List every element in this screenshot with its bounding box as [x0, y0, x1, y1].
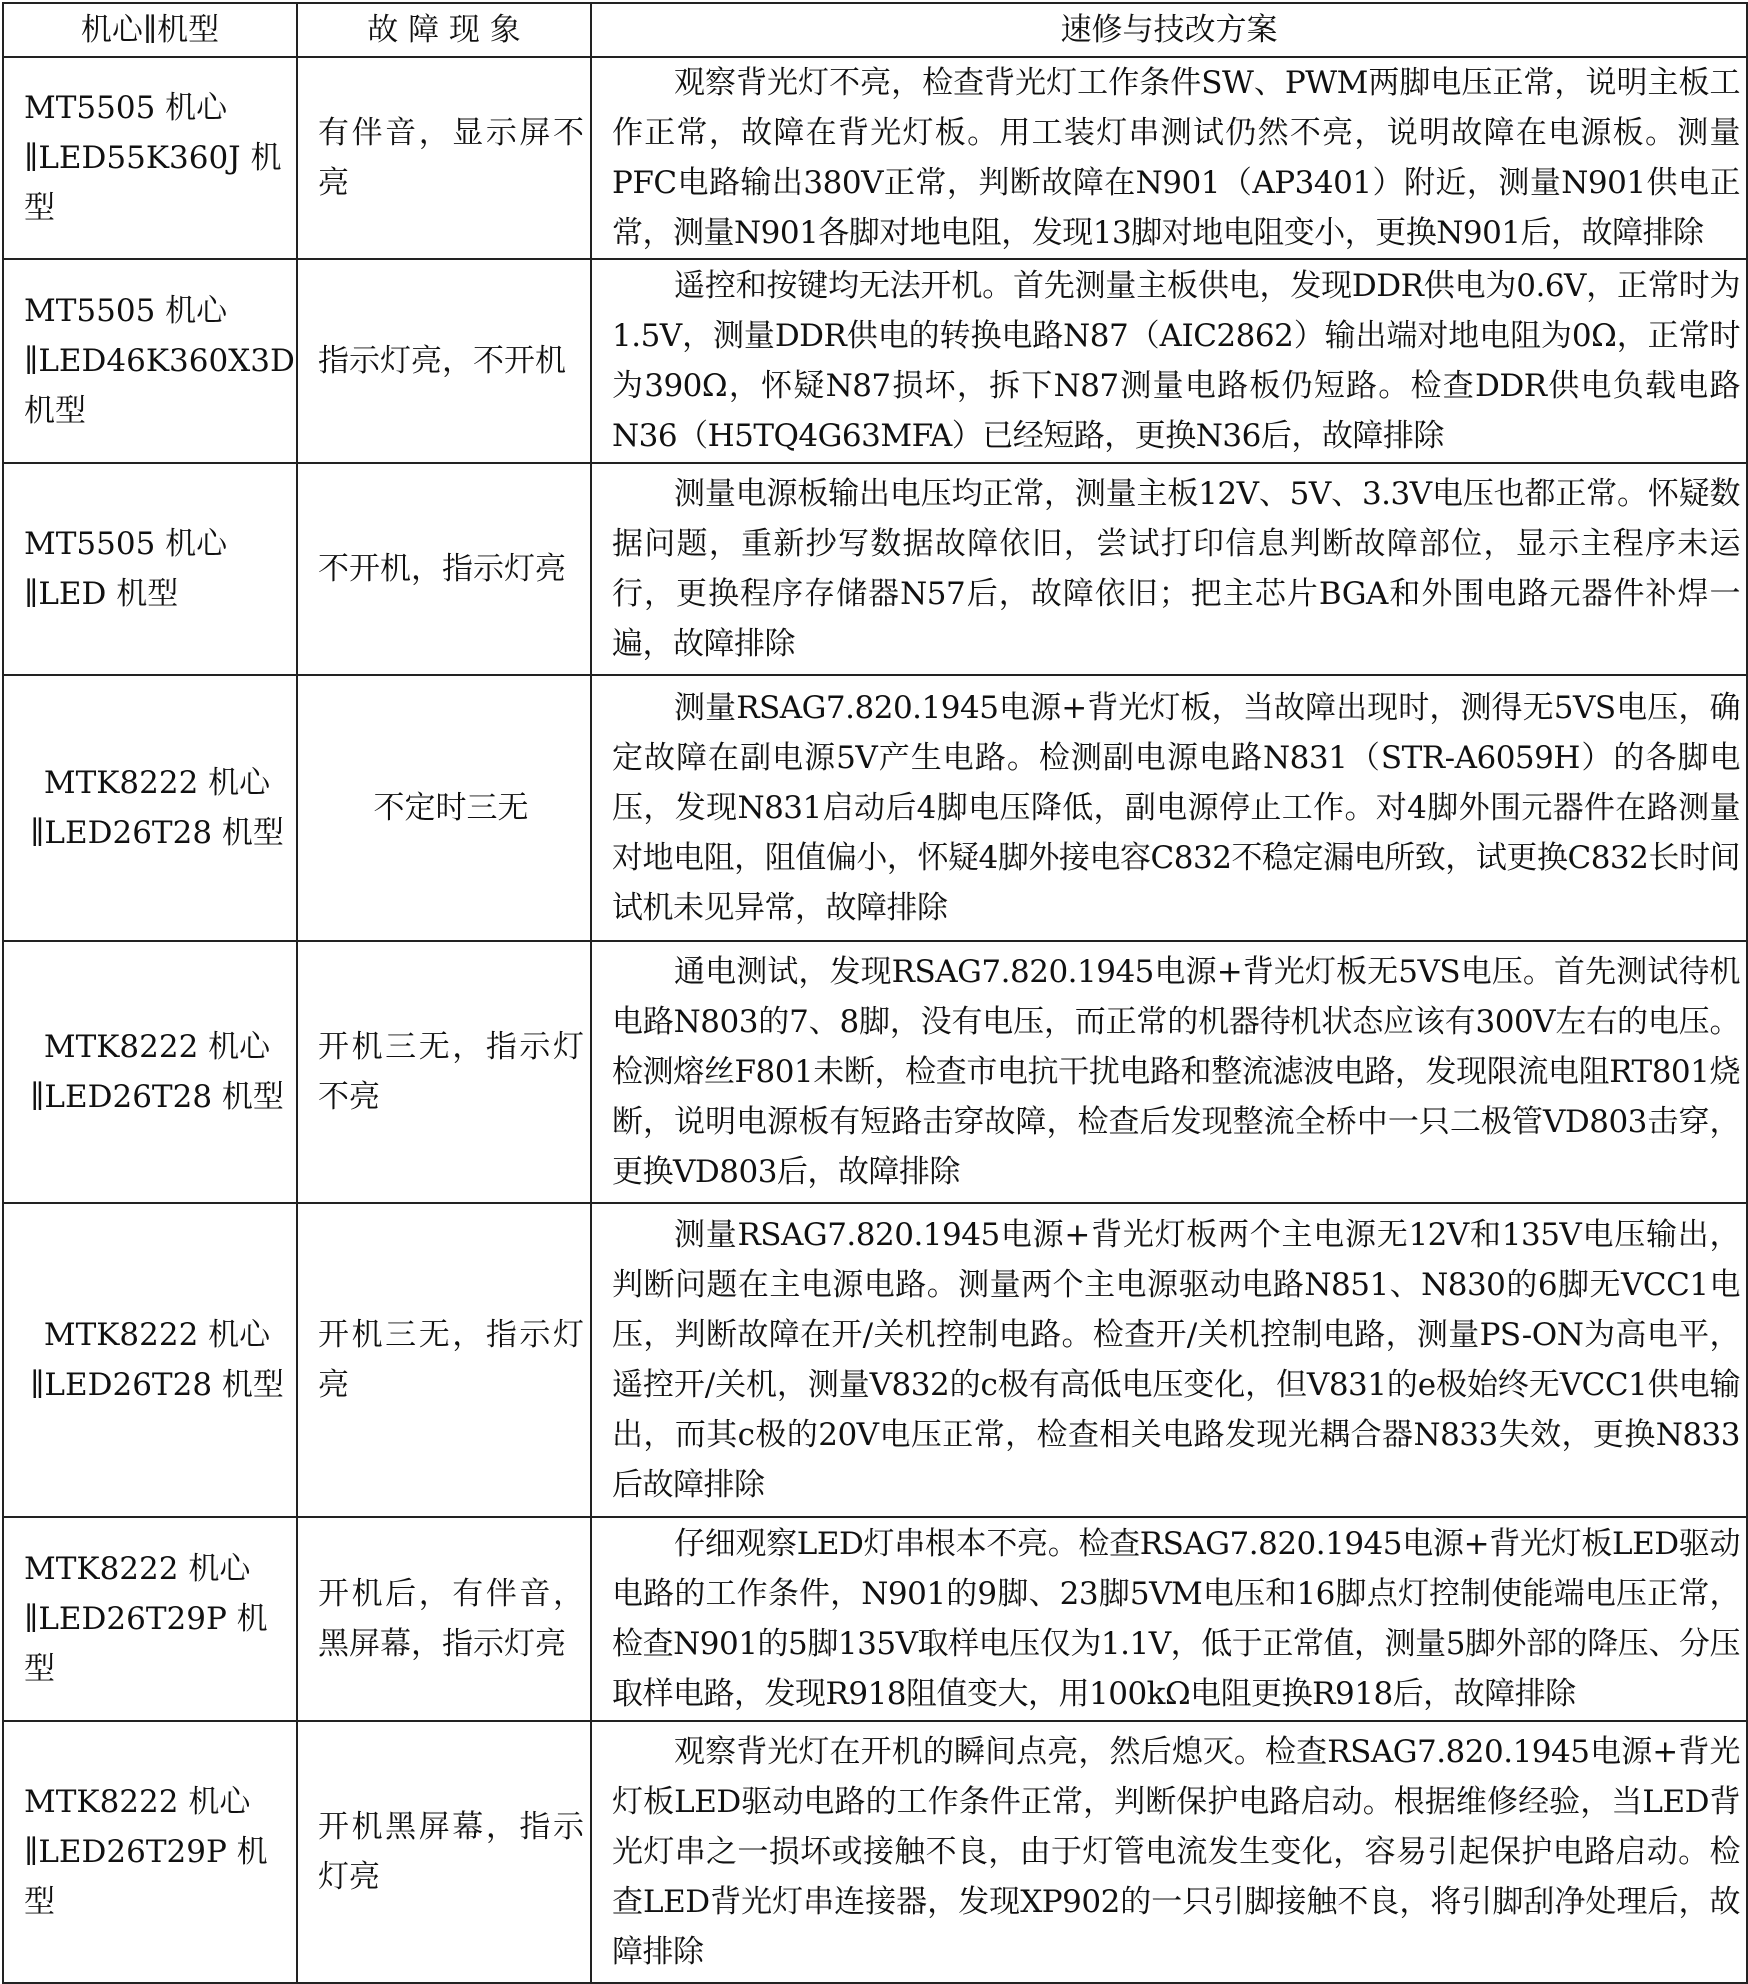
table-row: [3, 1721, 1747, 1983]
cell-fault: 指示灯亮，不开机: [297, 259, 591, 463]
table-row: [3, 1517, 1747, 1721]
cell-model: MT5505 机心∥LED46K360X3D 机型: [3, 259, 297, 463]
table-header: [3, 3, 1747, 57]
repair-table: [2, 2, 1748, 1984]
cell-model: MTK8222 机心∥LED26T28 机型: [3, 941, 297, 1203]
cell-model: MTK8222 机心∥LED26T28 机型: [3, 1203, 297, 1517]
cell-model: MT5505 机心∥LED55K360J 机型: [3, 57, 297, 259]
cell-fault: 开机三无，指示灯不亮: [297, 941, 591, 1203]
cell-model: MT5505 机心∥LED 机型: [3, 463, 297, 675]
cell-fix: 测量RSAG7.820.1945电源+背光灯板，当故障出现时，测得无5VS电压，确定故障在副电源5V产生电路。检测副电源电路N831（STR-A6059H）的各脚电压，发现N831启动后4脚电压降低，副电源停止工作。对4脚外围元器件在路测量对地电阻，阻值偏小，怀疑4脚外接电容C832不稳定漏电所致，试更换C832长时间试机未见异常，故障排除: [591, 675, 1747, 941]
cell-fault: 不定时三无: [297, 675, 591, 941]
cell-fault: 开机后，有伴音，黑屏幕，指示灯亮: [297, 1517, 591, 1721]
cell-fault: 有伴音，显示屏不亮: [297, 57, 591, 259]
table-row: [3, 463, 1747, 675]
cell-model: MTK8222 机心∥LED26T29P 机型: [3, 1517, 297, 1721]
table-body: [3, 57, 1747, 1983]
cell-fix: 观察背光灯在开机的瞬间点亮，然后熄灭。检查RSAG7.820.1945电源+背光灯板LED驱动电路的工作条件正常，判断保护电路启动。根据维修经验，当LED背光灯串之一损坏或接触不良，由于灯管电流发生变化，容易引起保护电路启动。检查LED背光灯串连接器，发现XP902的一只引脚接触不良，将引脚刮净处理后，故障排除: [591, 1721, 1747, 1983]
table-row: [3, 57, 1747, 259]
cell-fix: 通电测试，发现RSAG7.820.1945电源+背光灯板无5VS电压。首先测试待机电路N803的7、8脚，没有电压，而正常的机器待机状态应该有300V左右的电压。检测熔丝F801未断，检查市电抗干扰电路和整流滤波电路，发现限流电阻RT801烧断，说明电源板有短路击穿故障，检查后发现整流全桥中一只二极管VD803击穿，更换VD803后，故障排除: [591, 941, 1747, 1203]
cell-fix: 观察背光灯不亮，检查背光灯工作条件SW、PWM两脚电压正常，说明主板工作正常，故障在背光灯板。用工装灯串测试仍然不亮，说明故障在电源板。测量PFC电路输出380V正常，判断故障在N901（AP3401）附近，测量N901供电正常，测量N901各脚对地电阻，发现13脚对地电阻变小，更换N901后，故障排除: [591, 57, 1747, 259]
cell-fault: 开机黑屏幕，指示灯亮: [297, 1721, 591, 1983]
table-row: [3, 675, 1747, 941]
header-model: 机心∥机型: [3, 3, 297, 57]
header-fault: 故 障 现 象: [297, 3, 591, 57]
cell-model: MTK8222 机心∥LED26T29P 机型: [3, 1721, 297, 1983]
header-fix: 速修与技改方案: [591, 3, 1747, 57]
table-row: [3, 941, 1747, 1203]
table-row: [3, 1203, 1747, 1517]
cell-fault: 不开机，指示灯亮: [297, 463, 591, 675]
cell-fix: 测量电源板输出电压均正常，测量主板12V、5V、3.3V电压也都正常。怀疑数据问题，重新抄写数据故障依旧，尝试打印信息判断故障部位，显示主程序未运行，更换程序存储器N57后，故障依旧；把主芯片BGA和外围电路元器件补焊一遍，故障排除: [591, 463, 1747, 675]
cell-fix: 遥控和按键均无法开机。首先测量主板供电，发现DDR供电为0.6V，正常时为1.5V，测量DDR供电的转换电路N87（AIC2862）输出端对地电阻为0Ω，正常时为390Ω，怀疑N87损坏，拆下N87测量电路板仍短路。检查DDR供电负载电路N36（H5TQ4G63MFA）已经短路，更换N36后，故障排除: [591, 259, 1747, 463]
cell-fix: 测量RSAG7.820.1945电源+背光灯板两个主电源无12V和135V电压输出，判断问题在主电源电路。测量两个主电源驱动电路N851、N830的6脚无VCC1电压，判断故障在开/关机控制电路。检查开/关机控制电路，测量PS-ON为高电平，遥控开/关机，测量V832的c极有高低电压变化，但V831的e极始终无VCC1供电输出，而其c极的20V电压正常，检查相关电路发现光耦合器N833失效，更换N833后故障排除: [591, 1203, 1747, 1517]
cell-fix: 仔细观察LED灯串根本不亮。检查RSAG7.820.1945电源+背光灯板LED驱动电路的工作条件，N901的9脚、23脚5VM电压和16脚点灯控制使能端电压正常，检查N901的5脚135V取样电压仅为1.1V，低于正常值，测量5脚外部的降压、分压取样电路，发现R918阻值变大，用100kΩ电阻更换R918后，故障排除: [591, 1517, 1747, 1721]
cell-fault: 开机三无，指示灯亮: [297, 1203, 591, 1517]
table-row: [3, 259, 1747, 463]
header-row: [3, 3, 1747, 57]
cell-model: MTK8222 机心∥LED26T28 机型: [3, 675, 297, 941]
